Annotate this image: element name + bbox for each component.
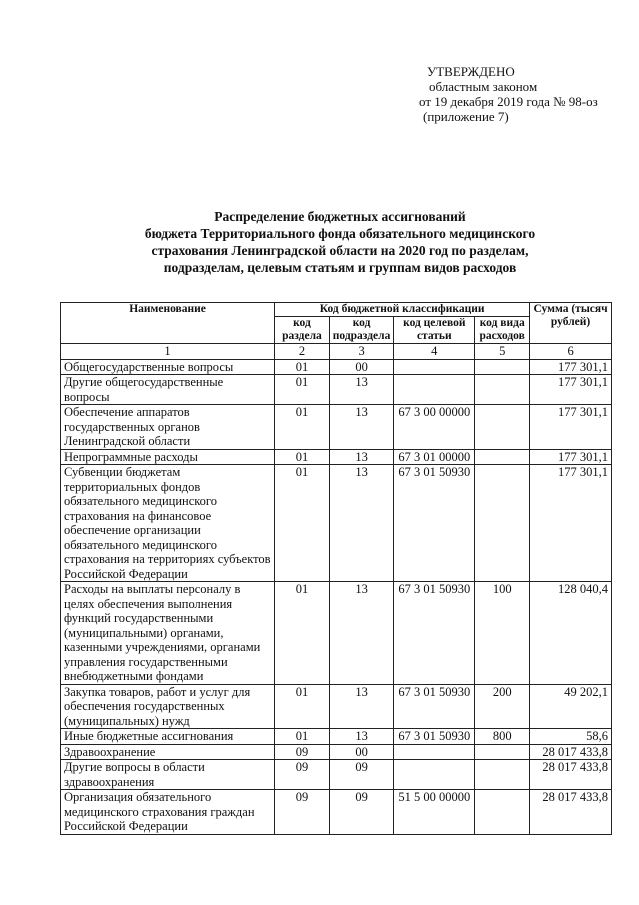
column-number: 2 [275,344,330,360]
header-section: код раздела [275,317,330,344]
cell-type [475,465,530,582]
cell-name: Иные бюджетные ассигнования [61,729,275,745]
cell-subsection: 13 [329,465,394,582]
cell-target: 67 3 01 50930 [394,684,475,729]
cell-target: 67 3 01 50930 [394,729,475,745]
column-numbers-row [61,344,612,360]
approval-date: от 19 декабря 2019 года № 98-оз [419,94,598,109]
cell-name: Непрограммные расходы [61,449,275,465]
cell-name: Расходы на выплаты персоналу в целях обеспечения выполнения функций государственными (муниципальными) органами, казенными учреждениями, органами управления государственными внебюджетными фондами [61,582,275,685]
cell-section: 09 [275,760,330,790]
cell-sum: 28 017 433,8 [530,744,612,760]
column-number: 6 [530,344,612,360]
table-row [61,790,612,835]
cell-target [394,760,475,790]
cell-section: 09 [275,790,330,835]
cell-type [475,744,530,760]
cell-name: Закупка товаров, работ и услуг для обеспечения государственных (муниципальных) нужд [61,684,275,729]
cell-type: 100 [475,582,530,685]
cell-type [475,449,530,465]
header-classification: Код бюджетной классификации [275,303,530,317]
cell-section: 09 [275,744,330,760]
cell-type: 800 [475,729,530,745]
cell-target [394,375,475,405]
cell-sum: 58,6 [530,729,612,745]
cell-sum: 177 301,1 [530,359,612,375]
cell-target: 67 3 01 00000 [394,449,475,465]
cell-target: 67 3 01 50930 [394,465,475,582]
cell-target: 67 3 00 00000 [394,405,475,450]
title-line: страхования Ленинградской области на 2020 год по разделам, [151,243,529,258]
cell-subsection: 13 [329,405,394,450]
table-row [61,744,612,760]
table-row [61,729,612,745]
cell-sum: 177 301,1 [530,375,612,405]
cell-sum: 28 017 433,8 [530,760,612,790]
cell-name: Общегосударственные вопросы [61,359,275,375]
cell-section: 01 [275,449,330,465]
cell-section: 01 [275,582,330,685]
table-row [61,405,612,450]
column-number: 4 [394,344,475,360]
approval-appendix: (приложение 7) [423,109,509,124]
header-sum: Сумма (тысяч рублей) [530,303,612,344]
table-row [61,449,612,465]
cell-sum: 177 301,1 [530,405,612,450]
table-row [61,375,612,405]
cell-type [475,359,530,375]
header-target: код целевой статьи [394,317,475,344]
approval-stamp [419,64,598,124]
table-row [61,760,612,790]
cell-subsection: 00 [329,359,394,375]
cell-sum: 49 202,1 [530,684,612,729]
cell-subsection: 00 [329,744,394,760]
cell-subsection: 13 [329,375,394,405]
title-line: подразделам, целевым статьям и группам видов расходов [163,260,517,275]
cell-type [475,790,530,835]
cell-type [475,405,530,450]
cell-type [475,375,530,405]
cell-name: Другие общегосударственные вопросы [61,375,275,405]
cell-name: Субвенции бюджетам территориальных фондов обязательного медицинского страхования на финансовое обеспечение организации обязательного медицинского страхования на территориях субъектов Российской Федерации [61,465,275,582]
cell-section: 01 [275,465,330,582]
table-row [61,684,612,729]
cell-target [394,359,475,375]
cell-target [394,744,475,760]
header-name: Наименование [61,303,275,344]
cell-subsection: 13 [329,684,394,729]
cell-sum: 28 017 433,8 [530,790,612,835]
cell-sum: 177 301,1 [530,465,612,582]
cell-subsection: 13 [329,729,394,745]
document-title [90,208,590,276]
header-subsection: код подраздела [329,317,394,344]
cell-section: 01 [275,359,330,375]
cell-name: Здравоохранение [61,744,275,760]
approval-title: УТВЕРЖДЕНО [427,64,515,79]
cell-type [475,760,530,790]
column-number: 3 [329,344,394,360]
header-expense-type: код вида расходов [475,317,530,344]
cell-sum: 128 040,4 [530,582,612,685]
cell-subsection: 13 [329,582,394,685]
approval-law: областным законом [429,79,538,94]
cell-target: 51 5 00 00000 [394,790,475,835]
cell-subsection: 09 [329,760,394,790]
title-line: бюджета Территориального фонда обязательного медицинского [144,226,536,241]
cell-name: Организация обязательного медицинского страхования граждан Российской Федерации [61,790,275,835]
cell-subsection: 13 [329,449,394,465]
cell-section: 01 [275,729,330,745]
cell-sum: 177 301,1 [530,449,612,465]
cell-name: Обеспечение аппаратов государственных органов Ленинградской области [61,405,275,450]
table-row [61,582,612,685]
cell-subsection: 09 [329,790,394,835]
title-line: Распределение бюджетных ассигнований [214,209,466,224]
cell-type: 200 [475,684,530,729]
cell-section: 01 [275,684,330,729]
table-row [61,465,612,582]
budget-table [60,302,612,835]
column-number: 5 [475,344,530,360]
cell-section: 01 [275,405,330,450]
table-row [61,359,612,375]
cell-target: 67 3 01 50930 [394,582,475,685]
cell-section: 01 [275,375,330,405]
cell-name: Другие вопросы в области здравоохранения [61,760,275,790]
column-number: 1 [61,344,275,360]
